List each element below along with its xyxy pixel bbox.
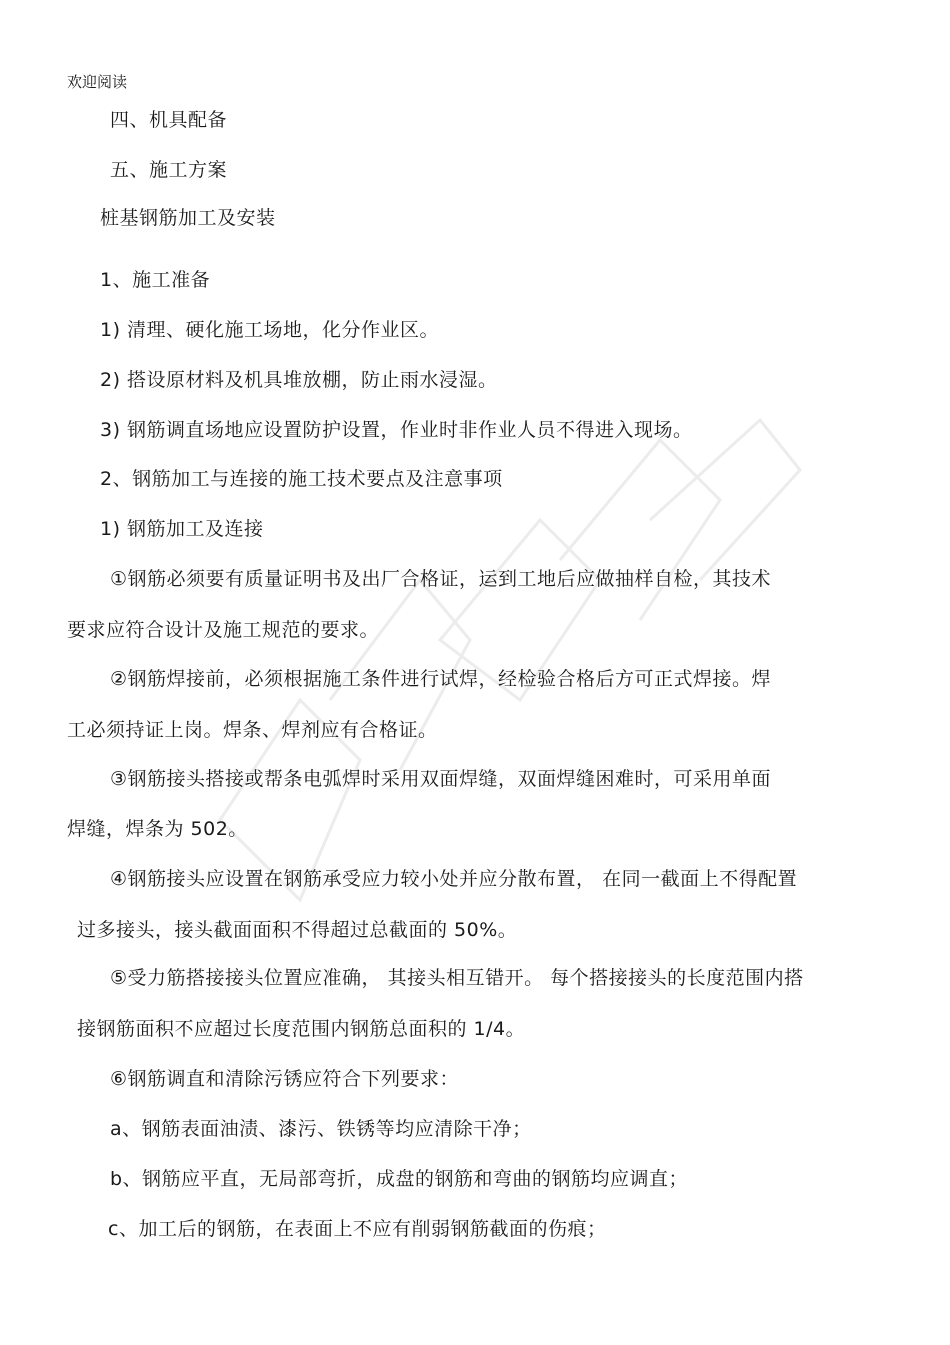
paragraph-line: ③钢筋接头搭接或帮条电弧焊时采用双面焊缝，双面焊缝困难时，可采用单面: [110, 768, 772, 790]
section-heading: 四、机具配备: [110, 109, 228, 131]
paragraph-line: 要求应符合设计及施工规范的要求。: [67, 619, 380, 641]
paragraph-line: 接钢筋面积不应超过长度范围内钢筋总面积的 1/4。: [77, 1018, 526, 1040]
numbered-heading: 1、施工准备: [100, 269, 211, 291]
paragraph-line: ⑥钢筋调直和清除污锈应符合下列要求：: [110, 1068, 460, 1090]
header-text: 欢迎阅读: [67, 73, 128, 91]
numbered-heading: 2、钢筋加工与连接的施工技术要点及注意事项: [100, 468, 503, 490]
paragraph-line: 焊缝，焊条为 502。: [67, 818, 248, 840]
list-item: b、钢筋应平直，无局部弯折，成盘的钢筋和弯曲的钢筋均应调直；: [110, 1168, 689, 1190]
paragraph-line: 过多接头，接头截面面积不得超过总截面的 50%。: [77, 919, 518, 941]
paragraph-line: 2) 搭设原材料及机具堆放棚，防止雨水浸湿。: [100, 369, 498, 391]
subsection-heading: 桩基钢筋加工及安装: [100, 207, 276, 229]
paragraph-line: ①钢筋必须要有质量证明书及出厂合格证，运到工地后应做抽样自检，其技术: [110, 568, 772, 590]
paragraph-line: ②钢筋焊接前，必须根据施工条件进行试焊，经检验合格后方可正式焊接。焊: [110, 668, 772, 690]
section-heading: 五、施工方案: [110, 159, 228, 181]
paragraph-line: 3) 钢筋调直场地应设置防护设置，作业时非作业人员不得进入现场。: [100, 419, 693, 441]
list-item: a、钢筋表面油渍、漆污、铁锈等均应清除干净；: [110, 1118, 532, 1140]
paragraph-line: ⑤受力筋搭接接头位置应准确， 其接头相互错开。 每个搭接接头的长度范围内搭: [110, 967, 804, 989]
paragraph-line: 1) 清理、硬化施工场地，化分作业区。: [100, 319, 440, 341]
list-item: c、加工后的钢筋，在表面上不应有削弱钢筋截面的伤痕；: [108, 1218, 607, 1240]
paragraph-line: 1) 钢筋加工及连接: [100, 518, 264, 540]
paragraph-line: 工必须持证上岗。焊条、焊剂应有合格证。: [67, 719, 438, 741]
paragraph-line: ④钢筋接头应设置在钢筋承受应力较小处并应分散布置， 在同一截面上不得配置: [110, 868, 798, 890]
